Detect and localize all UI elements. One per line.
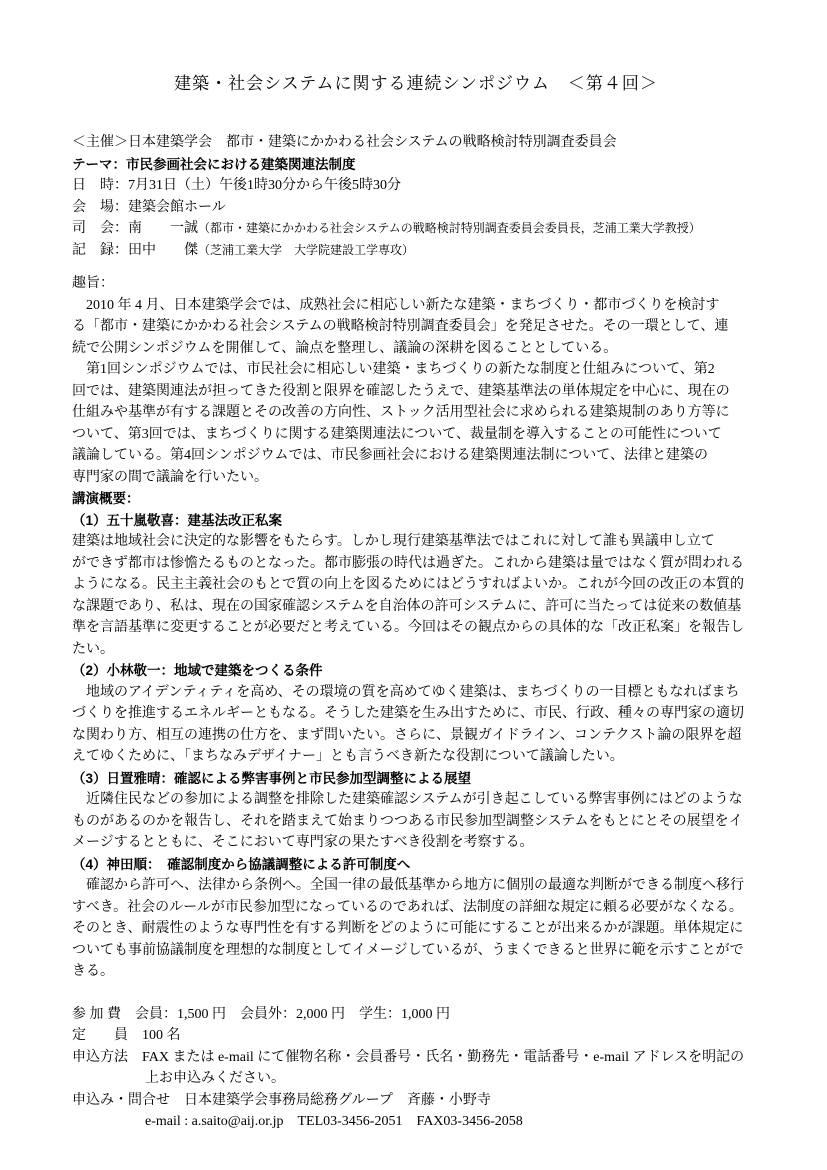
capacity-line: 定 員 100 名 [72,1028,181,1043]
lecture-1-body [72,531,760,660]
lecture-item-2 [72,660,760,768]
lecture-4-body [72,875,760,983]
text-line: メージするとともに、そこにおいて専門家の果たすべき役割を考察する。 [72,835,534,850]
symposium-announcement-document [72,72,760,1133]
text-line: ようになる。民主主義社会のもとで質の向上を図るためにはどうすればよいか。これが今回の改正の本質的 [72,577,744,592]
purpose-label: 趣旨： [72,276,114,291]
text-line: る「都市・建築にかかわる社会システムの戦略検討特別調査委員会」を発足させた。その一環として、連 [72,319,729,334]
contact-line: 申込み・問合せ 日本建築学会事務局総務グループ 斉藤・小野寺 [72,1092,491,1108]
text-line: きる。 [72,964,114,979]
text-line: 続で公開シンポジウムを開催して、論点を整理し、議論の深耕を図ることとしている。 [72,340,618,356]
purpose-body [72,295,760,489]
text-line: ものがあるのかを報告し、それを踏まえて始まりつつある市民参加型調整システムをもとにとその展望をイ [72,813,743,829]
lectures-label: 講演概要： [72,491,140,506]
text-line: えてゆくために、「まちなみデザイナー」とも言うべき新たな役割について議論したい。 [72,749,624,764]
lecture-2-body [72,682,760,768]
document-title: 建築・社会システムに関する連続シンポジウム ＜第４回＞ [174,74,658,93]
lecture-4-heading: （4）神田順： 確認制度から協議調整による許可制度へ [72,856,411,872]
lecture-1-heading: （1）五十嵐敬喜：建基法改正私案 [72,512,283,528]
lectures-section [72,488,760,983]
lecture-item-1 [72,510,760,661]
text-line: 2010 年 4 月、日本建築学会では、成熟社会に相応しい新たな建築・まちづくり・都市づくりを検討す [72,297,720,313]
recorder-name: 記 録：田中 傑 [72,242,198,258]
lecture-2-heading: （2）小林敬一：地域で建築をつくる条件 [72,663,323,678]
text-line: たい。 [72,641,114,657]
text-line: 近隣住民などの参加による調整を排除した建築確認システムが引き起こしている弊害事例にはどのような [72,792,743,807]
moderator-line [72,218,760,240]
text-line: 仕組みや基準が有する課題とその改善の方向性、ストック活用型社会に求められる建築規制のあり方等に [72,405,730,420]
application-method-line-1: 申込方法 FAX または e-mail にて催物名称・会員番号・氏名・勤務先・電話番号・e-mail アドレスを明記の [72,1049,745,1065]
text-line: 準を言語基準に変更することが必要だと考えている。今回はその観点からの具体的な「改正私案」を報告し [72,620,744,635]
text-line: すべき。社会のルールが市民参加型になっているのであれば、法制度の詳細な規定に頼る必要がなくなる。 [72,899,743,915]
lecture-item-4 [72,854,760,983]
contact-email-line: e-mail : a.saito@aij.or.jp TEL03-3456-2051 FAX03-3456-2058 [145,1114,523,1129]
lecture-item-3 [72,768,760,854]
theme-line: テーマ：市民参画社会における建築関連法制度 [72,156,356,172]
lecture-3-body [72,789,760,854]
text-line: づくりを推進するエネルギーともなる。そうした建築を生み出すために、市民、行政、種々の専門家の適切 [72,706,744,721]
venue-line: 会 場：建築会館ホール [72,199,226,215]
datetime-line: 日 時：7月31日（土）午後1時30分から午後5時30分 [72,178,401,193]
moderator-name: 司 会：南 一誠 [72,221,198,236]
text-line: な関わり方、相互の連携の仕方を、まず問いたい。さらに、景観ガイドライン、コンテクスト論の限界を超 [72,727,742,743]
purpose-section [72,273,760,488]
text-line: 専門家の間で議論を行いたい。 [72,469,268,485]
organizer-line: ＜主催＞日本建築学会 都市・建築にかかわる社会システムの戦略検討特別調査委員会 [72,135,617,150]
text-line: 議論している。第4回シンポジウムでは、市民参画社会における建築関連法制について、法律と建築の [72,448,708,463]
text-line: 確認から許可へ、法律から条例へ。全国一律の最低基準から地方に個別の最適な判断ができる制度へ移行 [72,878,744,893]
lecture-3-heading: （3）日置雅晴：確認による弊害事例と市民参加型調整による展望 [72,770,472,786]
text-line: ついて、第3回では、まちづくりに関する建築関連法について、裁量制を導入することの可能性について [72,426,722,442]
text-line: ついても事前協議制度を理想的な制度としてイメージしているが、うまくできると世界に範を示すことがで [72,942,744,958]
text-line: 建築は地域社会に決定的な影響をもたらす。しかし現行建築基準法ではこれに対して誰も異議申し立て [72,534,715,549]
text-line: ができず都市は惨憺たるものとなった。都市膨張の時代は過ぎた。これから建築は量ではなく質が問われる [72,555,744,571]
text-line: な課題であり、私は、現在の国家確認システムを自治体の許可システムに、許可に当たっては従来の数値基 [72,598,742,614]
text-line: 第1回シンポジウムでは、市民社会に相応しい建築・まちづくりの新たな制度と仕組みについて、第2 [72,362,715,377]
application-info-block [72,1004,760,1133]
recorder-line [72,240,760,262]
text-line: そのとき、耐震性のような専門性を有する判断をどのように可能にすることが出来るかが課題。単体規定に [72,921,744,936]
fee-line: 参 加 費 会員：1,500 円 会員外：2,000 円 学生：1,000 円 [72,1006,450,1022]
text-line: 地域のアイデンティティを高め、その環境の質を高めてゆく建築は、まちづくりの一目標ともなればまち [72,684,740,700]
application-method-line-2: 上お申込みください。 [145,1071,285,1086]
event-meta-block [72,132,760,261]
text-line: 回では、建築関連法が担ってきた役割と限界を確認したうえで、建築基準法の単体規定を中心に、現在の [72,383,730,399]
recorder-affiliation: （芝浦工業大学 大学院建設工学専攻） [198,242,415,257]
moderator-affiliation: （都市・建築にかかわる社会システムの戦略検討特別調査委員会委員長，芝浦工業大学教授） [198,221,701,235]
